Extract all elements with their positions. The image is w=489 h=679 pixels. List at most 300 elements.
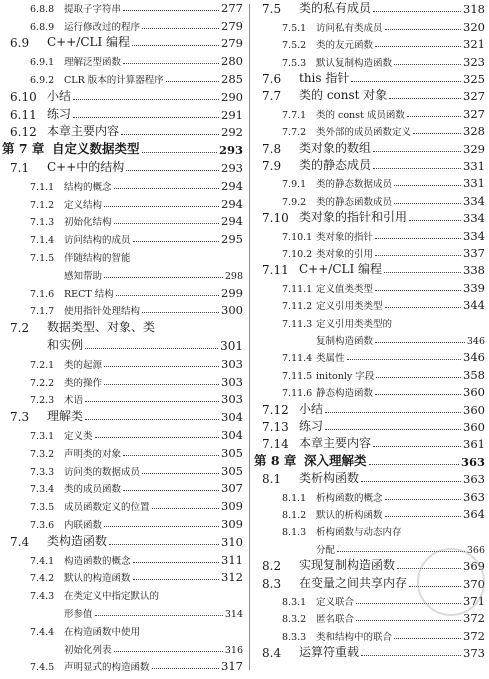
section-number: 6.9.2 xyxy=(30,74,55,86)
dot-leader xyxy=(116,295,219,296)
dot-leader xyxy=(73,117,219,118)
dot-leader xyxy=(95,615,223,616)
toc-entry xyxy=(252,54,485,71)
section-number: 7.1.7 xyxy=(30,306,55,318)
page-number: 295 xyxy=(221,232,243,247)
dot-leader xyxy=(373,168,461,169)
section-title: 术语 xyxy=(64,395,84,407)
dot-leader xyxy=(394,203,461,204)
toc-entry xyxy=(0,605,243,623)
dot-leader xyxy=(369,464,459,465)
dot-leader xyxy=(85,419,219,420)
dot-leader xyxy=(104,366,219,367)
page-number: 369 xyxy=(463,559,485,574)
page-number: 310 xyxy=(221,534,243,549)
toc-entry xyxy=(0,178,243,196)
page-number: 292 xyxy=(221,125,243,140)
section-title: C++/CLI 编程 xyxy=(299,262,383,277)
section-number: 7.6 xyxy=(262,71,282,86)
dot-leader xyxy=(389,98,461,99)
dot-leader xyxy=(373,11,461,12)
page-number: 291 xyxy=(221,107,243,122)
section-title: 初始化结构 xyxy=(64,217,112,229)
dot-leader xyxy=(85,348,218,349)
page-number: 325 xyxy=(463,71,485,86)
section-title: 运算符重载 xyxy=(299,645,360,660)
section-number: 7.4.4 xyxy=(30,626,55,638)
toc-entry xyxy=(252,489,485,506)
section-title: 类的静态函数成员 xyxy=(316,196,393,208)
page-number: 339 xyxy=(463,280,485,295)
page-number: 360 xyxy=(463,402,485,417)
dot-leader xyxy=(361,655,461,656)
page-number: 293 xyxy=(221,160,243,175)
dot-leader xyxy=(375,46,461,47)
page-number: 290 xyxy=(221,89,243,104)
section-title: 定义值类类型 xyxy=(316,283,374,295)
section-number: 7.11.4 xyxy=(282,353,313,365)
page-number: 334 xyxy=(463,193,485,208)
toc-entry xyxy=(252,524,485,541)
section-number: 7.2 xyxy=(10,321,30,336)
dot-leader xyxy=(375,342,465,343)
section-number: 7.8 xyxy=(262,141,282,156)
toc-entry xyxy=(0,53,243,71)
page-number: 371 xyxy=(463,593,485,608)
library-stamp-watermark xyxy=(417,548,485,616)
section-number: 第 7 章 xyxy=(2,141,45,157)
section-title: C++/CLI 编程 xyxy=(47,35,131,50)
dot-leader xyxy=(104,277,223,278)
page-number: 363 xyxy=(460,454,485,469)
section-title: 使用指针处理结构 xyxy=(64,306,141,318)
page-number: 316 xyxy=(224,644,243,656)
section-title: 类的静态数据成员 xyxy=(316,179,393,191)
section-number: 7.3.3 xyxy=(30,466,55,478)
page-number: 299 xyxy=(221,285,243,300)
section-number: 7.10 xyxy=(262,211,289,226)
page-number: 307 xyxy=(221,481,243,496)
section-number: 6.12 xyxy=(10,125,37,140)
page-number: 304 xyxy=(221,427,243,442)
section-number: 7.4.1 xyxy=(30,555,55,567)
toc-entry xyxy=(252,333,485,350)
section-number: 7.3 xyxy=(10,410,30,425)
section-number: 6.8.9 xyxy=(30,21,55,33)
page-number: 277 xyxy=(221,0,243,15)
toc-entry xyxy=(252,315,485,332)
dot-leader xyxy=(142,473,219,474)
page-number: 311 xyxy=(221,552,243,567)
section-number: 7.12 xyxy=(262,402,289,417)
toc-entry xyxy=(0,0,243,18)
page-number: 334 xyxy=(463,228,485,243)
page-number: 321 xyxy=(463,37,485,52)
toc-entry xyxy=(0,107,243,125)
dot-leader xyxy=(142,28,219,29)
section-title: 内联函数 xyxy=(64,519,103,531)
page-number: 304 xyxy=(221,410,243,425)
toc-entry xyxy=(252,280,485,297)
dot-leader xyxy=(121,134,219,135)
section-number: 7.3.4 xyxy=(30,484,55,496)
section-title: 理解泛型函数 xyxy=(64,57,122,69)
dot-leader xyxy=(347,359,462,360)
dot-leader xyxy=(123,10,219,11)
toc-entry xyxy=(0,89,243,107)
section-number: 8.3 xyxy=(262,576,282,591)
section-number: 7.1.5 xyxy=(30,252,55,264)
dot-leader xyxy=(123,455,219,456)
toc-entry xyxy=(0,623,243,641)
section-title: 数据类型、对象、类 xyxy=(47,320,156,335)
dot-leader xyxy=(142,152,217,153)
section-title: 理解类 xyxy=(47,409,84,424)
section-title: 构造函数的概念 xyxy=(64,555,131,567)
toc-entry xyxy=(252,385,485,402)
section-title: 定义引用类类型的 xyxy=(316,318,393,330)
page-number: 279 xyxy=(221,18,243,33)
toc-entry xyxy=(252,19,485,36)
section-number: 8.2 xyxy=(262,559,282,574)
section-title: 实现复制构造函数 xyxy=(299,558,396,573)
section-number: 7.5.2 xyxy=(282,40,307,52)
page-number: 331 xyxy=(463,176,485,191)
section-number: 7.10.1 xyxy=(282,231,313,243)
toc-entry xyxy=(0,285,243,303)
section-title: 静态构造函数 xyxy=(316,388,374,400)
section-number: 7.1.3 xyxy=(30,217,55,229)
toc-entry xyxy=(252,507,485,524)
dot-leader xyxy=(375,394,461,395)
section-number: 7.9.2 xyxy=(282,196,307,208)
section-title: 本章主要内容 xyxy=(299,436,372,451)
section-number: 8.3.2 xyxy=(282,614,307,626)
page-number: 363 xyxy=(463,489,485,504)
dot-leader xyxy=(384,272,461,273)
section-title: 本章主要内容 xyxy=(47,124,120,139)
dot-leader xyxy=(325,412,461,413)
dot-leader xyxy=(133,579,220,580)
page-number: 309 xyxy=(221,499,243,514)
toc-entry xyxy=(0,552,243,570)
section-number: 7.9.1 xyxy=(282,179,307,191)
dot-leader xyxy=(356,620,461,621)
section-title: 复制构造函数 xyxy=(316,335,374,347)
section-title: 感知帮助 xyxy=(64,270,103,282)
page-number: 373 xyxy=(463,646,485,661)
section-number: 7.5.1 xyxy=(282,22,307,34)
page-number: 346 xyxy=(466,335,485,347)
section-number: 7.1.1 xyxy=(30,181,55,193)
section-title: 默认的构造函数 xyxy=(64,573,131,585)
page-number: 370 xyxy=(463,576,485,591)
section-title: 类的起源 xyxy=(64,359,103,371)
section-title: initonly 字段 xyxy=(316,370,375,382)
dot-leader xyxy=(73,99,219,100)
page-number: 346 xyxy=(463,350,485,365)
dot-leader xyxy=(373,151,461,152)
page-number: 337 xyxy=(463,245,485,260)
section-title: 类对象的指针和引用 xyxy=(299,210,408,225)
dot-leader xyxy=(385,516,462,517)
section-title: 类的私有成员 xyxy=(299,1,372,16)
section-title: 声明显式的构造函数 xyxy=(64,662,150,674)
section-title: 运行修改过的程序 xyxy=(64,21,141,33)
section-title: 访问私有类成员 xyxy=(316,22,383,34)
section-number: 7.4.2 xyxy=(30,573,55,585)
toc-entry xyxy=(252,89,485,106)
section-number: 7.11.1 xyxy=(282,283,313,295)
toc-entry xyxy=(252,350,485,367)
section-number: 7.5 xyxy=(262,2,282,17)
section-title: 类对象的数组 xyxy=(299,140,372,155)
section-title: 在构造函数中使用 xyxy=(64,626,141,638)
section-title: 定义联合 xyxy=(316,596,355,608)
dot-leader xyxy=(351,81,461,82)
dot-leader xyxy=(132,45,219,46)
page-number: 303 xyxy=(221,356,243,371)
dot-leader xyxy=(413,133,461,134)
toc-entry xyxy=(0,374,243,392)
dot-leader xyxy=(166,81,219,82)
section-title: 小结 xyxy=(47,88,72,103)
toc-entry xyxy=(0,659,243,677)
section-number: 7.3.1 xyxy=(30,430,55,442)
page-number: 280 xyxy=(221,54,243,69)
toc-entry xyxy=(252,472,485,489)
section-title: 类析构函数 xyxy=(299,471,360,486)
page-number: 303 xyxy=(221,374,243,389)
toc-entry xyxy=(0,641,243,659)
page-number: 331 xyxy=(463,158,485,173)
page-number: 327 xyxy=(463,106,485,121)
page-number: 301 xyxy=(220,338,243,353)
page-number: 363 xyxy=(463,472,485,487)
dot-leader xyxy=(114,223,220,224)
toc-entry xyxy=(252,628,485,645)
toc-entry xyxy=(0,570,243,588)
toc-entry xyxy=(252,263,485,280)
page-number: 318 xyxy=(463,2,485,17)
section-number: 7.5.3 xyxy=(282,57,307,69)
section-title: 伴随结构的智能 xyxy=(64,252,131,264)
page-number: 358 xyxy=(463,367,485,382)
dot-leader xyxy=(114,188,220,189)
toc-entry xyxy=(252,211,485,228)
toc-entry xyxy=(0,498,243,516)
page-number: 314 xyxy=(224,608,243,620)
dot-leader xyxy=(104,384,219,385)
section-title: 类和结构中的联合 xyxy=(316,631,393,643)
page-number: 327 xyxy=(463,89,485,104)
section-number: 6.9.1 xyxy=(30,57,55,69)
page-number: 344 xyxy=(463,298,485,313)
section-number: 7.7 xyxy=(262,89,282,104)
section-number: 7.7.2 xyxy=(282,127,307,139)
page-number: 300 xyxy=(221,303,243,318)
page-number: 338 xyxy=(463,263,485,278)
toc-entry xyxy=(0,356,243,374)
section-number: 8.1.1 xyxy=(282,492,307,504)
section-title: 形参值 xyxy=(64,608,93,620)
dot-leader xyxy=(375,290,461,291)
page-number: 294 xyxy=(221,196,243,211)
dot-leader xyxy=(123,490,219,491)
dot-leader xyxy=(325,429,461,430)
toc-entry xyxy=(252,298,485,315)
toc-entry xyxy=(0,231,243,249)
toc-entry xyxy=(252,367,485,384)
section-number: 7.2.3 xyxy=(30,395,55,407)
section-title: 类构造函数 xyxy=(47,533,108,548)
page-number: 329 xyxy=(463,141,485,156)
dot-leader xyxy=(361,481,461,482)
section-number: 8.1 xyxy=(262,472,282,487)
toc-entry xyxy=(0,249,243,267)
page-number: 334 xyxy=(463,211,485,226)
toc-entry xyxy=(252,2,485,19)
section-title: 初始化列表 xyxy=(64,644,112,656)
toc-entry xyxy=(0,196,243,214)
column-divider xyxy=(249,4,250,670)
dot-leader xyxy=(109,544,219,545)
section-title: 类的 const 成员函数 xyxy=(316,109,405,121)
dot-leader xyxy=(152,508,220,509)
section-number: 7.14 xyxy=(262,437,289,452)
section-title: 定义引用类类型 xyxy=(316,301,383,313)
dot-leader xyxy=(407,116,461,117)
section-number: 7.4.3 xyxy=(30,591,55,603)
toc-entry xyxy=(252,646,485,663)
toc-entry xyxy=(0,338,243,356)
section-title: 析构函数与动态内存 xyxy=(316,527,402,539)
section-title: 在变量之间共享内存 xyxy=(299,575,408,590)
page-number: 317 xyxy=(221,659,243,674)
toc-entry xyxy=(252,176,485,193)
toc-entry xyxy=(0,214,243,232)
section-title: 类的操作 xyxy=(64,377,103,389)
page-number: 364 xyxy=(463,506,485,521)
section-title: 小结 xyxy=(299,401,324,416)
dot-leader xyxy=(375,255,461,256)
section-number: 7.11.3 xyxy=(282,318,313,330)
toc-entry xyxy=(0,409,243,427)
section-title: 练习 xyxy=(47,106,72,121)
page-number: 312 xyxy=(221,570,243,585)
page-number: 293 xyxy=(218,143,243,158)
dot-leader xyxy=(385,29,462,30)
section-number: 7.7.1 xyxy=(282,109,307,121)
section-number: 7.11 xyxy=(262,263,289,278)
section-title: 访问结构的成员 xyxy=(64,235,131,247)
dot-leader xyxy=(394,638,461,639)
section-title: 自定义数据类型 xyxy=(52,141,140,157)
section-number: 7.10.2 xyxy=(282,248,313,260)
toc-entry xyxy=(0,587,243,605)
section-title: 声明类的对象 xyxy=(64,448,122,460)
page-number: 323 xyxy=(463,54,485,69)
section-number: 7.3.5 xyxy=(30,502,55,514)
section-number: 6.9 xyxy=(10,36,30,51)
section-title: this 指针 xyxy=(299,70,350,85)
toc-entry xyxy=(0,267,243,285)
section-number: 7.2.1 xyxy=(30,359,55,371)
dot-leader xyxy=(114,651,223,652)
toc-entry xyxy=(0,392,243,410)
section-number: 7.1.4 xyxy=(30,235,55,247)
section-number: 7.1.2 xyxy=(30,199,55,211)
toc-entry xyxy=(0,445,243,463)
toc-entry xyxy=(0,427,243,445)
dot-leader xyxy=(152,668,220,669)
section-number: 7.11.2 xyxy=(282,301,313,313)
page-number: 294 xyxy=(221,178,243,193)
page-number: 360 xyxy=(463,385,485,400)
page-number: 305 xyxy=(221,463,243,478)
section-number: 8.4 xyxy=(262,646,282,661)
section-title: 访问类的数据成员 xyxy=(64,466,141,478)
page-number: 372 xyxy=(463,611,485,626)
toc-entry xyxy=(252,37,485,54)
section-title: 类对象的指针 xyxy=(316,231,374,243)
dot-leader xyxy=(142,312,219,313)
section-title: 类属性 xyxy=(316,353,345,365)
section-number: 第 8 章 xyxy=(254,452,297,468)
section-title: 类的成员函数 xyxy=(64,484,122,496)
section-title: 练习 xyxy=(299,418,324,433)
page-number: 372 xyxy=(463,628,485,643)
section-title: 类外部的成员函数定义 xyxy=(316,127,412,139)
page-number: 298 xyxy=(224,270,243,282)
section-title: C++中的结构 xyxy=(47,159,125,174)
section-number: 6.8.8 xyxy=(30,3,55,15)
dot-leader xyxy=(104,526,219,527)
page-number: 294 xyxy=(221,214,243,229)
section-number: 8.1.3 xyxy=(282,527,307,539)
toc-entry xyxy=(0,516,243,534)
dot-leader xyxy=(385,499,462,500)
page-number: 320 xyxy=(463,19,485,34)
toc-entry xyxy=(252,402,485,419)
section-title: CLR 版本的计算器程序 xyxy=(64,74,164,86)
dot-leader xyxy=(104,206,219,207)
dot-leader xyxy=(85,401,219,402)
dot-leader xyxy=(95,437,220,438)
section-title: 类的静态成员 xyxy=(299,157,372,172)
section-number: 8.1.2 xyxy=(282,509,307,521)
section-number: 7.13 xyxy=(262,419,289,434)
section-number: 7.11.6 xyxy=(282,388,313,400)
section-number: 7.3.2 xyxy=(30,448,55,460)
section-title: 定义类 xyxy=(64,430,93,442)
section-number: 7.1.6 xyxy=(30,288,55,300)
section-number: 7.11.5 xyxy=(282,370,313,382)
section-title: 类的 const 对象 xyxy=(299,88,388,103)
section-number: 8.3.3 xyxy=(282,631,307,643)
section-title: 类对象的引用 xyxy=(316,248,374,260)
dot-leader xyxy=(133,562,220,563)
page-number: 309 xyxy=(221,516,243,531)
section-number: 7.4 xyxy=(10,534,30,549)
section-title: 默认的析构函数 xyxy=(316,509,383,521)
section-title: 提取子字符串 xyxy=(64,3,122,15)
section-title: 分配 xyxy=(316,544,336,556)
section-title: 定义结构 xyxy=(64,199,103,211)
section-title: RECT 结构 xyxy=(64,288,114,300)
section-number: 7.4.5 xyxy=(30,662,55,674)
section-number: 8.3.1 xyxy=(282,596,307,608)
